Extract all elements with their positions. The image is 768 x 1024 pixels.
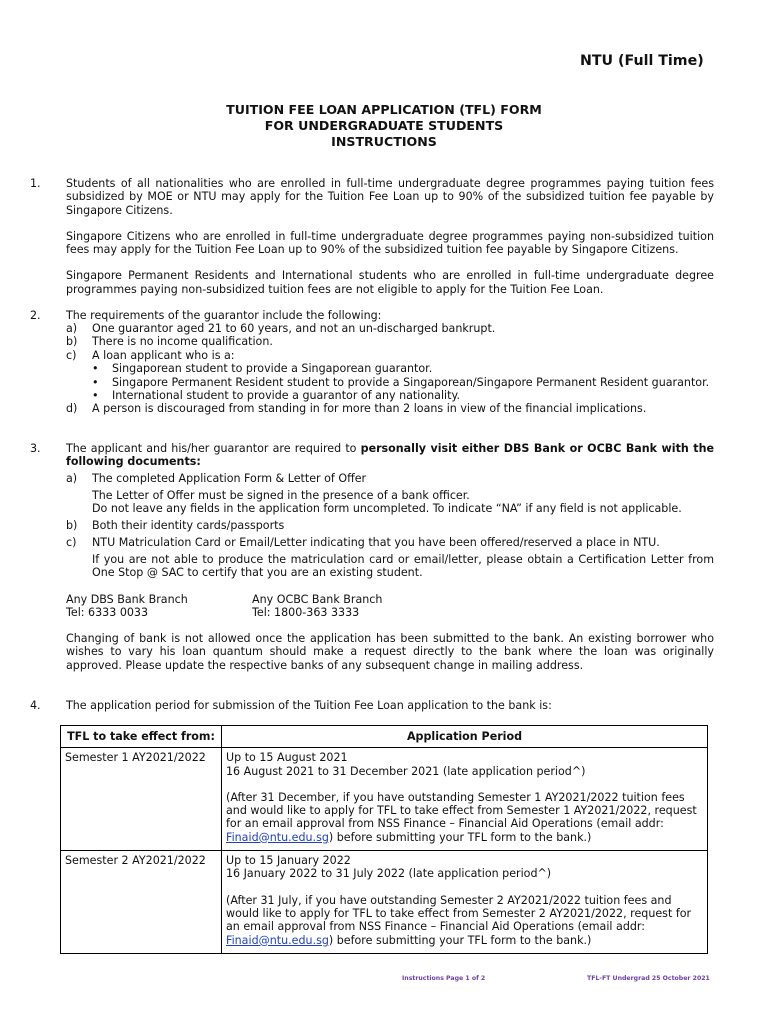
document-note: If you are not able to produce the matriculation card or email/letter, please obtain a Certification Letter from One Stop @ SAC to certify that you are an existing student.	[92, 553, 714, 580]
section-1-number: 1.	[30, 177, 41, 190]
section-3-intro-emphasis: personally visit either DBS Bank or OCBC Bank with the following documents:	[66, 442, 714, 469]
period-note-text: ) before submitting your TFL form to the bank.)	[328, 830, 592, 844]
item-letter: b)	[66, 335, 78, 348]
email-link[interactable]: Finaid@ntu.edu.sg	[226, 830, 329, 844]
bank-tel: Tel: 1800-363 3333	[252, 606, 360, 620]
section-1-body	[66, 177, 714, 309]
section-2-number: 2.	[30, 309, 41, 322]
dbs-bank-contact	[66, 593, 188, 620]
document-label: NTU (Full Time)	[580, 53, 704, 69]
page-number: Instructions Page 1 of 2	[402, 975, 486, 982]
guarantor-requirement: A loan applicant who is a:	[92, 349, 235, 362]
title-line-2: FOR UNDERGRADUATE STUDENTS	[264, 118, 504, 134]
guarantor-requirement: A person is discouraged from standing in for more than 2 loans in view of the financial implications.	[92, 402, 647, 415]
table-cell-term: Semester 1 AY2021/2022	[61, 748, 222, 851]
period-line: 16 August 2021 to 31 December 2021 (late application period^)	[226, 764, 586, 778]
table-row	[61, 748, 708, 851]
bullet-icon: •	[92, 389, 99, 402]
document-item: Both their identity cards/passports	[92, 519, 285, 532]
period-line: 16 January 2022 to 31 July 2022 (late application period^)	[226, 867, 552, 881]
page-title	[60, 102, 708, 151]
document-note: Do not leave any fields in the application form uncompleted. To indicate “NA” if any field is not applicable.	[92, 502, 682, 515]
period-line: Up to 15 August 2021	[226, 751, 348, 765]
bank-name: Any OCBC Bank Branch	[252, 593, 383, 606]
period-note	[226, 791, 703, 844]
item-letter: d)	[66, 402, 78, 415]
section-3-number: 3.	[30, 442, 41, 455]
bullet-icon: •	[92, 376, 99, 389]
title-line-3: INSTRUCTIONS	[331, 134, 437, 150]
period-line: Up to 15 January 2022	[226, 854, 351, 868]
email-link[interactable]: Finaid@ntu.edu.sg	[226, 933, 329, 947]
table-cell-period	[222, 748, 708, 851]
item-letter: c)	[66, 536, 77, 549]
document-item: NTU Matriculation Card or Email/Letter indicating that you have been offered/reserved a place in NTU.	[92, 536, 660, 549]
guarantor-bullet: Singaporean student to provide a Singaporean guarantor.	[112, 362, 433, 375]
table-header-row	[61, 726, 708, 748]
period-note-text: (After 31 December, if you have outstanding Semester 1 AY2021/2022 tuition fees and would like to apply for TFL to take effect from Semester 1 AY2021/2022, request for an email approval from NSS Finance – Financial Aid Operations (email addr:	[226, 790, 697, 831]
section-4-number: 4.	[30, 699, 41, 712]
guarantor-requirement: There is no income qualification.	[92, 335, 273, 348]
section-1-paragraph: Students of all nationalities who are enrolled in full-time undergraduate degree programmes paying tuition fees subsidized by MOE or NTU may apply for the Tuition Fee Loan up to 90% of the subsidized tuition fee payable by Singapore Citizens.	[66, 177, 714, 217]
document-note: The Letter of Offer must be signed in the presence of a bank officer.	[92, 489, 470, 502]
section-2-intro: The requirements of the guarantor include the following:	[66, 309, 382, 322]
bullet-icon: •	[92, 362, 99, 375]
guarantor-requirement: One guarantor aged 21 to 60 years, and not an un-discharged bankrupt.	[92, 322, 496, 335]
bank-name: Any DBS Bank Branch	[66, 593, 188, 606]
item-letter: b)	[66, 519, 78, 532]
guarantor-bullet: Singapore Permanent Resident student to provide a Singaporean/Singapore Permanent Resident guarantor.	[112, 376, 710, 389]
item-letter: a)	[66, 472, 78, 485]
section-3-closing: Changing of bank is not allowed once the application has been submitted to the bank. An existing borrower who wishes to vary his loan quantum should make a request directly to the bank where the loan was originally approved. Please update the respective banks of any subsequent change in mailing address.	[66, 632, 714, 672]
period-note-text: (After 31 July, if you have outstanding Semester 2 AY2021/2022 tuition fees and would like to apply for TFL to take effect from Semester 2 AY2021/2022, request for an email approval from NSS Finance – Financial Aid Operations (email addr:	[226, 893, 692, 934]
period-note-text: ) before submitting your TFL form to the bank.)	[328, 933, 592, 947]
table-cell-period	[222, 851, 708, 954]
table-row	[61, 851, 708, 954]
guarantor-bullet: International student to provide a guarantor of any nationality.	[112, 389, 460, 402]
document-id: TFL-FT Undergrad 25 October 2021	[587, 975, 710, 982]
bank-tel: Tel: 6333 0033	[66, 606, 149, 620]
table-header: TFL to take effect from:	[61, 726, 222, 748]
ocbc-bank-contact	[252, 593, 382, 620]
table-header: Application Period	[222, 726, 708, 748]
section-1-paragraph: Singapore Permanent Residents and International students who are enrolled in full-time undergraduate degree programmes paying non-subsidized tuition fees are not eligible to apply for the Tuition Fee Loan.	[66, 269, 714, 296]
document-item: The completed Application Form & Letter of Offer	[92, 472, 367, 485]
section-3-intro-text: The applicant and his/her guarantor are required to	[66, 442, 361, 455]
application-period-table	[60, 725, 708, 954]
section-1-paragraph: Singapore Citizens who are enrolled in full-time undergraduate degree programmes paying non-subsidized tuition fees may apply for the Tuition Fee Loan up to 90% of the subsidized tuition fee payable by Singapore Citizens.	[66, 229, 714, 257]
section-4-intro: The application period for submission of the Tuition Fee Loan application to the bank is:	[66, 699, 552, 712]
table-cell-term: Semester 2 AY2021/2022	[61, 851, 222, 954]
item-letter: a)	[66, 322, 78, 335]
section-3-intro	[66, 442, 714, 469]
title-line-1: TUITION FEE LOAN APPLICATION (TFL) FORM	[226, 102, 542, 117]
period-note	[226, 894, 703, 947]
item-letter: c)	[66, 349, 77, 362]
